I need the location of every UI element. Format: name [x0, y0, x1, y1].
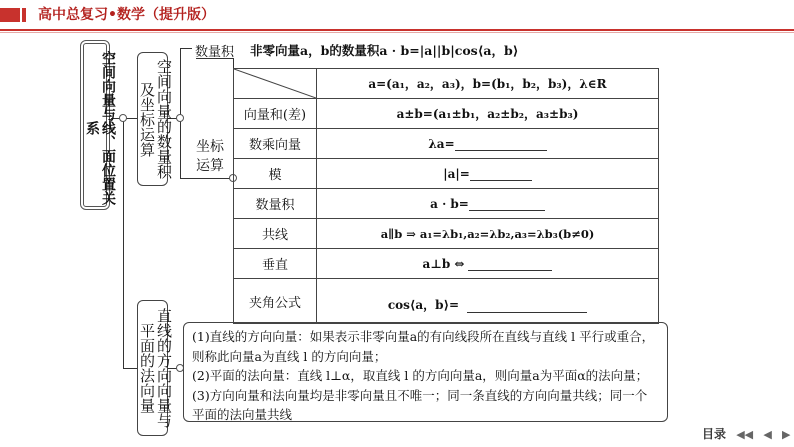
header-accent-small — [22, 8, 26, 22]
table-cell-formula — [317, 129, 659, 159]
diagonal-line-icon — [234, 69, 316, 98]
branch-node-coordinates — [137, 52, 173, 186]
branch-label: 直线的方向向量与平面的法向量 — [138, 308, 173, 428]
header-divider — [0, 29, 794, 31]
toc-link[interactable]: 目录 — [702, 427, 727, 441]
coordinate-ops-label: 坐标运算 — [196, 139, 224, 174]
table-cell-name: 共线 — [234, 219, 317, 249]
table-row — [234, 159, 659, 189]
branch-node-vectors — [137, 300, 173, 436]
table-cell-formula: a±b=(a₁±b₁，a₂±b₂，a₃±b₃) — [317, 99, 659, 129]
formula-text: a · b= — [430, 196, 469, 211]
next-page-icon[interactable]: ▶ — [781, 428, 791, 441]
direction-normal-notes — [183, 322, 668, 422]
table-cell-formula — [317, 159, 659, 189]
answer-blank — [467, 290, 587, 313]
table-cell-name: 垂直 — [234, 249, 317, 279]
formula-text: a⊥b ⇔ — [422, 256, 465, 271]
connector — [180, 178, 236, 179]
footer-nav — [702, 425, 790, 442]
table-cell-name: 模 — [234, 159, 317, 189]
table-cell-name: 夹角公式 — [234, 279, 317, 324]
page-title: 高中总复习•数学（提升版） — [38, 7, 215, 23]
answer-blank — [469, 198, 545, 211]
header-divider-thin — [0, 32, 794, 33]
table-cell-name: 向量和(差) — [234, 99, 317, 129]
root-node — [80, 40, 116, 210]
note-item: (2)平面的法向量：直线 l⊥α，取直线 l 的方向向量a，则向量a为平面α的法向量； — [192, 368, 649, 383]
table-header-cell: a=(a₁，a₂，a₃)，b=(b₁，b₂，b₃)，λ∈R — [317, 69, 659, 99]
formula-text: cos⟨a，b⟩= — [387, 297, 460, 312]
answer-blank — [468, 258, 552, 271]
table-row — [234, 69, 659, 99]
node-connector-dot — [176, 114, 184, 122]
connector — [123, 368, 137, 369]
note-item: (3)方向向量和法向量均是非零向量且不唯一；同一条直线的方向向量共线；同一个平面的法向量共线 — [192, 387, 648, 422]
branch-label: 空间向量的数量积及坐标运算 — [138, 59, 173, 179]
table-cell-formula — [317, 249, 659, 279]
table-cell-name: 数量积 — [234, 189, 317, 219]
table-cell-formula — [317, 189, 659, 219]
header-accent — [0, 8, 20, 22]
table-cell-diagonal — [234, 69, 317, 99]
prev-page-icon[interactable]: ◀ — [763, 428, 772, 441]
connector — [123, 118, 124, 368]
table-cell-name: 数乘向量 — [234, 129, 317, 159]
table-row — [234, 219, 659, 249]
scalar-product-definition: 非零向量a，b的数量积a · b=|a||b|cos⟨a，b⟩ — [250, 43, 519, 58]
answer-blank — [470, 168, 532, 181]
scalar-product-label: 数量积 — [195, 45, 235, 60]
table-cell-formula — [317, 279, 659, 324]
table-cell-formula: a∥b ⇒ a₁=λb₁,a₂=λb₂,a₃=λb₃(b≠0) — [317, 219, 659, 249]
root-label: 空间向量与线、面位置关系 — [84, 51, 116, 205]
answer-blank — [455, 138, 547, 151]
coordinate-ops-table — [233, 68, 659, 324]
table-row — [234, 99, 659, 129]
connector — [180, 48, 181, 178]
table-row — [234, 189, 659, 219]
table-row — [234, 279, 659, 324]
table-row — [234, 129, 659, 159]
note-item: (1)直线的方向向量：如果表示非零向量a的有向线段所在直线与直线 l 平行或重合，则称此向量a为直线 l 的方向向量； — [192, 329, 655, 364]
node-connector-dot — [119, 114, 127, 122]
connector — [180, 48, 192, 49]
formula-text: |a|= — [443, 166, 470, 181]
table-row — [234, 249, 659, 279]
first-page-icon[interactable]: ◀◀ — [736, 428, 754, 441]
formula-text: λa= — [428, 136, 455, 151]
